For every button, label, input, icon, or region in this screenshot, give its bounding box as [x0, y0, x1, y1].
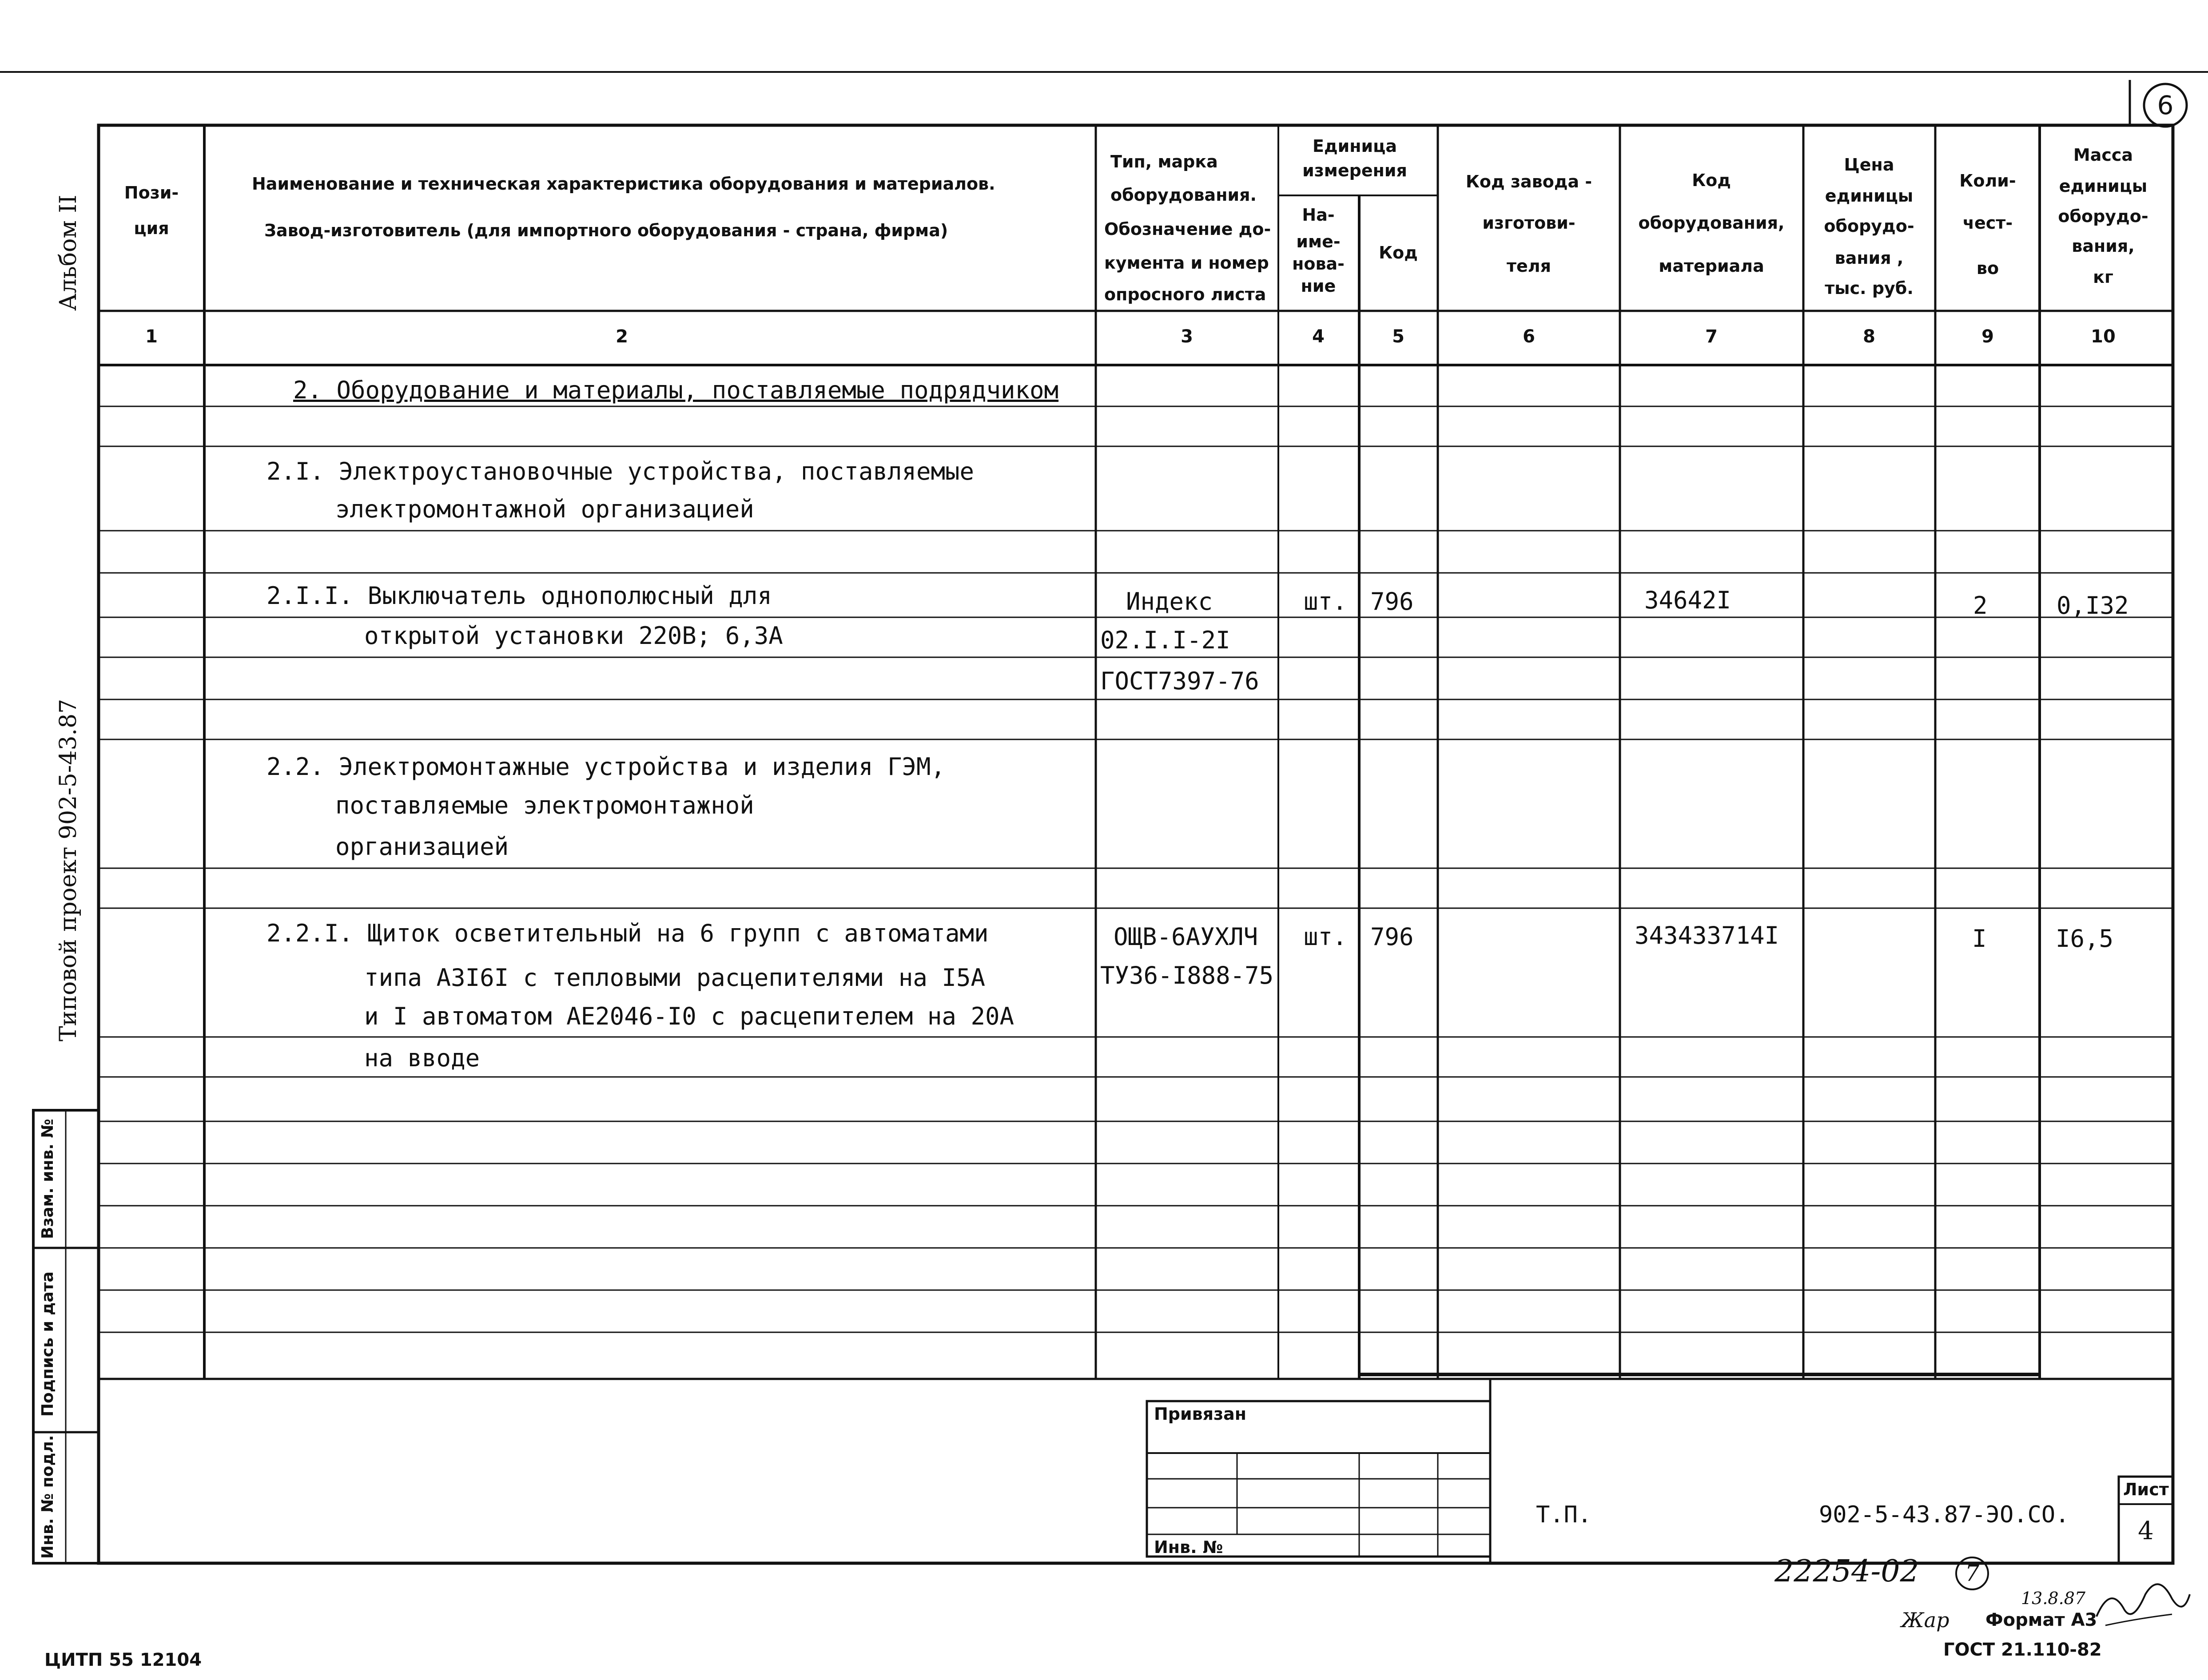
item-2-1-1-line1: 2.I.I. Выключатель однополюсный для: [267, 582, 772, 610]
stamp-list-number: 4: [2138, 1517, 2154, 1545]
col-number-6: 6: [1523, 326, 1535, 347]
header-mass-4: вания,: [2072, 236, 2135, 256]
col-number-7: 7: [1705, 326, 1718, 347]
stamp-privyazan: Привязан: [1154, 1404, 1247, 1424]
item-2-1-1-type-3: ГОСТ7397-76: [1100, 667, 1259, 695]
header-unit-name-3: нова-: [1292, 254, 1345, 274]
stamp-tp: Т.П.: [1536, 1501, 1592, 1528]
header-mass-2: единицы: [2059, 176, 2148, 196]
header-unit-name-1: На-: [1302, 205, 1335, 225]
header-pos-1: Пози-: [124, 183, 179, 203]
header-unit-name-4: ние: [1301, 276, 1336, 296]
header-mass-5: кг: [2093, 267, 2113, 287]
item-2-2-1-line1: 2.2.I. Щиток осветительный на 6 групп с автоматами: [267, 919, 989, 947]
header-pos-2: ция: [134, 218, 169, 238]
header-type-3: Обозначение до-: [1104, 219, 1271, 239]
header-type-2: оборудования.: [1110, 185, 1257, 205]
col-number-9: 9: [1981, 326, 1994, 347]
header-equip-1: Код: [1692, 171, 1731, 190]
item-2-2-1-type-2: ТУ36-I888-75: [1100, 961, 1274, 989]
footer-printer-code: ЦИТП 55 12104: [44, 1650, 202, 1670]
col-number-1: 1: [145, 326, 158, 347]
header-factory-3: теля: [1506, 256, 1552, 276]
item-2-2-1-line2: типа А3I6I с тепловыми расцепителями на I5А: [364, 964, 985, 992]
item-2-2-1-mass: I6,5: [2056, 925, 2114, 953]
section-2-1-line2: электромонтажной организацией: [335, 495, 754, 523]
header-unit-1: Единица: [1313, 136, 1397, 156]
header-price-2: единицы: [1825, 186, 1914, 206]
col-number-4: 4: [1312, 326, 1325, 347]
item-2-1-1-unit: шт.: [1304, 588, 1347, 616]
item-2-1-1-qty: 2: [1973, 592, 1988, 620]
side-album: Альбом II: [55, 195, 82, 311]
item-2-1-1-equip-code: 34642I: [1644, 586, 1731, 614]
sheet-corner-number: 6: [2157, 90, 2174, 120]
header-price-5: тыс. руб.: [1825, 278, 1914, 298]
header-factory-2: изготови-: [1482, 213, 1575, 233]
header-type-5: опросного листа: [1104, 285, 1266, 304]
header-unit-code: Код: [1379, 243, 1418, 262]
side-zam-inv: Взам. инв. №: [39, 1119, 57, 1239]
header-qty-3: во: [1976, 258, 1999, 278]
item-2-2-1-code: 796: [1370, 923, 1414, 951]
footer-format: Формат А3: [1985, 1610, 2097, 1630]
item-2-2-1-line3: и I автоматом АЕ2046-I0 с расцепителем на 20А: [364, 1002, 1014, 1030]
stamp-doc-code: 902-5-43.87-ЭО.СО.: [1819, 1501, 2069, 1528]
item-2-1-1-mass: 0,I32: [2057, 592, 2129, 620]
section-2-1-line1: 2.I. Электроустановочные устройства, поставляемые: [267, 457, 975, 485]
header-equip-3: материала: [1659, 256, 1764, 276]
section-2-2-line3: организацией: [335, 833, 509, 861]
header-type-4: кумента и номер: [1104, 253, 1269, 273]
footer-circle-number: 7: [1965, 1561, 1979, 1586]
footer-gost: ГОСТ 21.110-82: [1943, 1640, 2102, 1660]
header-mass-3: оборудо-: [2058, 207, 2148, 226]
item-2-1-1-type-1: Индекс: [1126, 588, 1213, 616]
stamp-list-label: Лист: [2123, 1480, 2169, 1499]
header-unit-name-2: име-: [1296, 232, 1341, 251]
item-2-2-1-qty: I: [1972, 925, 1987, 953]
footer-hand-name: Жар: [1901, 1608, 1949, 1632]
header-name-line1: Наименование и техническая характеристика оборудования и материалов.: [252, 174, 995, 194]
header-mass-1: Масса: [2073, 145, 2133, 165]
item-2-1-1-type-2: 02.I.I-2I: [1100, 626, 1230, 654]
col-number-2: 2: [616, 326, 628, 347]
item-2-2-1-unit: шт.: [1304, 923, 1347, 951]
col-number-3: 3: [1181, 326, 1193, 347]
header-price-1: Цена: [1844, 155, 1894, 175]
section-2-title: 2. Оборудование и материалы, поставляемые подрядчиком: [293, 376, 1059, 404]
header-price-4: вания ,: [1834, 248, 1904, 268]
header-price-3: оборудо-: [1824, 216, 1914, 236]
header-factory-1: Код завода -: [1465, 172, 1592, 191]
item-2-1-1-line2: открытой установки 220В; 6,3А: [364, 622, 783, 650]
item-2-2-1-type-1: ОЩВ-6АУХЛЧ: [1114, 923, 1258, 951]
header-qty-2: чест-: [1962, 213, 2013, 233]
col-number-10: 10: [2091, 326, 2116, 347]
stamp-inv-no: Инв. №: [1154, 1537, 1223, 1557]
col-number-8: 8: [1863, 326, 1875, 347]
header-qty-1: Коли-: [1959, 171, 2016, 191]
header-name-line2: Завод-изготовитель (для импортного оборудования - страна, фирма): [264, 221, 948, 240]
side-inv-podl: Инв. № подл.: [39, 1435, 57, 1559]
item-2-1-1-code: 796: [1370, 588, 1414, 616]
section-2-2-line1: 2.2. Электромонтажные устройства и изделия ГЭМ,: [267, 753, 946, 781]
side-project: Типовой проект 902-5-43.87: [55, 699, 82, 1041]
col-number-5: 5: [1392, 326, 1404, 347]
footer-order-number: 22254-02: [1774, 1554, 1919, 1589]
header-equip-2: оборудования,: [1638, 213, 1785, 233]
section-2-2-line2: поставляемые электромонтажной: [335, 791, 754, 819]
header-type-1: Тип, марка: [1110, 152, 1218, 171]
item-2-2-1-line4: на вводе: [364, 1044, 480, 1072]
footer-hand-date: 13.8.87: [2021, 1589, 2086, 1608]
item-2-2-1-equip-code: 343433714I: [1635, 921, 1779, 949]
side-podpis-data: Подпись и дата: [39, 1271, 57, 1417]
header-unit-2: измерения: [1302, 161, 1407, 180]
